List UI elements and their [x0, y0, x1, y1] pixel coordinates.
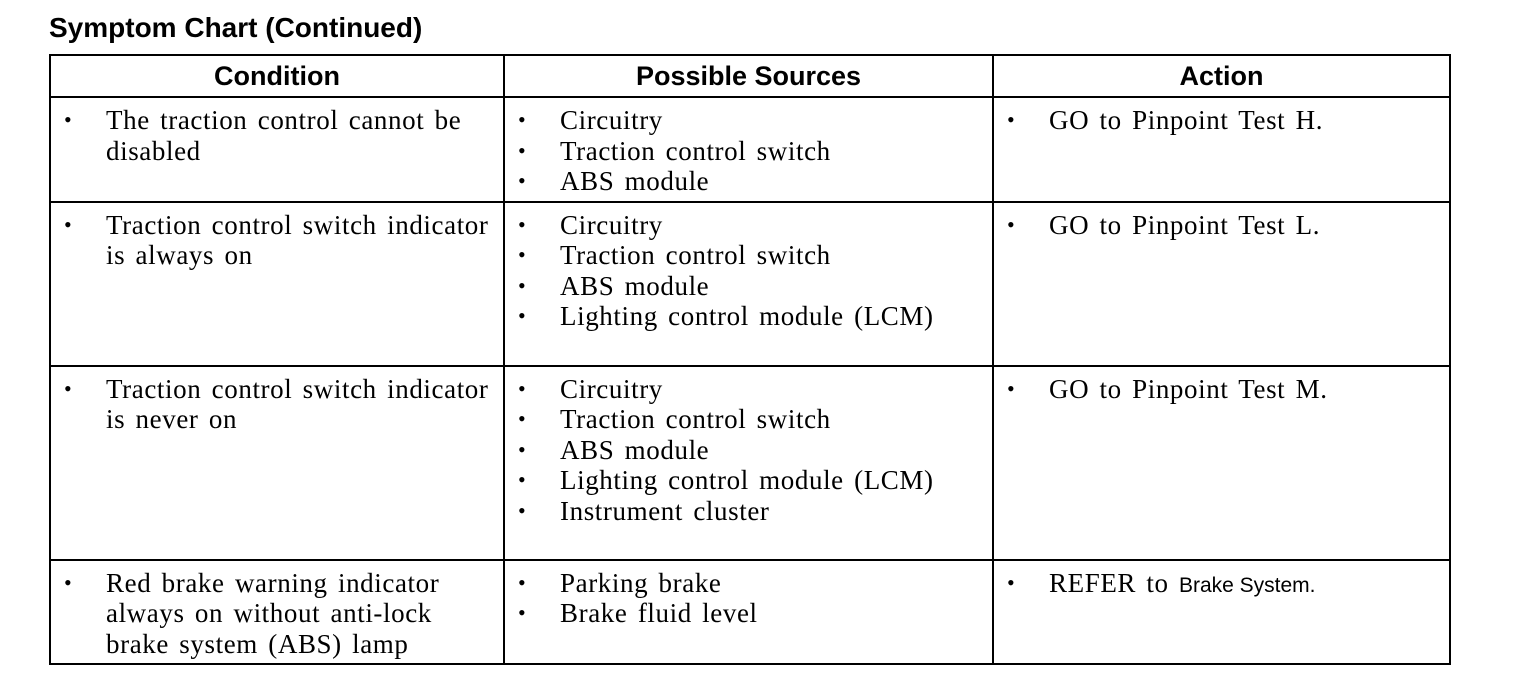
condition-cell: [50, 202, 504, 366]
source-item: [505, 465, 986, 496]
bullet-icon: •: [64, 375, 72, 401]
source-text: ABS module: [560, 270, 710, 301]
source-text: Lighting control module (LCM): [560, 301, 934, 331]
bullet-icon: •: [518, 168, 526, 193]
source-item: [505, 435, 986, 466]
source-text: Instrument cluster: [560, 495, 770, 526]
action-text: GO to Pinpoint Test H.: [1049, 105, 1324, 135]
source-text: Circuitry: [560, 373, 663, 404]
bullet-icon: •: [518, 137, 526, 163]
sources-cell: [504, 97, 993, 202]
action-cell: [993, 97, 1450, 202]
header-action: Action: [993, 55, 1450, 97]
condition-item: [51, 105, 497, 166]
bullet-icon: •: [518, 406, 526, 431]
source-item: [505, 374, 986, 405]
bullet-icon: •: [518, 242, 526, 267]
action-prefix: REFER to: [1049, 567, 1169, 598]
header-row: [50, 55, 1450, 97]
action-text: GO to Pinpoint Test M.: [1049, 373, 1328, 404]
symptom-table: [49, 54, 1451, 665]
table-row: [50, 366, 1450, 560]
source-text: Traction control switch: [560, 240, 831, 270]
condition-item: [51, 568, 497, 660]
source-item: [505, 136, 986, 167]
action-cell: [993, 202, 1450, 366]
source-text: ABS module: [560, 166, 710, 196]
bullet-icon: •: [518, 303, 526, 328]
bullet-icon: •: [518, 272, 526, 298]
condition-item: [51, 374, 497, 435]
condition-text: Red brake warning indicator always on without anti-lock brake system (ABS) lamp: [106, 567, 440, 659]
bullet-icon: •: [518, 600, 526, 625]
action-item: [994, 568, 1443, 602]
condition-text: The traction control cannot be disabled: [106, 105, 462, 166]
action-item: [994, 374, 1443, 405]
action-cell: [993, 366, 1450, 560]
bullet-icon: •: [518, 375, 526, 401]
bullet-icon: •: [1007, 107, 1015, 132]
sources-cell: [504, 366, 993, 560]
condition-text: Traction control switch indicator is always on: [106, 209, 489, 270]
table-row: [50, 202, 1450, 366]
bullet-icon: •: [518, 211, 526, 237]
source-text: ABS module: [560, 434, 710, 465]
brake-system-reference: Brake System.: [1178, 573, 1316, 597]
source-item: [505, 105, 986, 136]
bullet-icon: •: [64, 107, 72, 132]
bullet-icon: •: [518, 569, 526, 595]
bullet-icon: •: [1007, 375, 1015, 401]
source-item: [505, 210, 986, 241]
source-item: [505, 496, 986, 527]
condition-cell: [50, 560, 504, 665]
source-text: Brake fluid level: [560, 598, 758, 628]
source-text: Traction control switch: [560, 404, 831, 434]
header-possible-sources: Possible Sources: [504, 55, 993, 97]
source-text: Circuitry: [560, 209, 663, 240]
source-item: [505, 301, 986, 332]
source-item: [505, 240, 986, 271]
sources-cell: [504, 560, 993, 665]
action-item: [994, 105, 1443, 136]
action-cell: [993, 560, 1450, 665]
source-item: [505, 166, 986, 197]
action-text: GO to Pinpoint Test L.: [1049, 209, 1321, 240]
source-text: Parking brake: [560, 567, 722, 598]
source-text: Circuitry: [560, 105, 663, 135]
bullet-icon: •: [64, 569, 72, 595]
bullet-icon: •: [1007, 569, 1015, 595]
source-item: [505, 598, 986, 629]
bullet-icon: •: [518, 467, 526, 492]
condition-cell: [50, 97, 504, 202]
source-text: Traction control switch: [560, 135, 831, 166]
table-row: [50, 97, 1450, 202]
source-item: [505, 568, 986, 599]
condition-text: Traction control switch indicator is never on: [106, 373, 489, 434]
bullet-icon: •: [518, 107, 526, 132]
condition-cell: [50, 366, 504, 560]
source-item: [505, 271, 986, 302]
action-item: [994, 210, 1443, 241]
condition-item: [51, 210, 497, 271]
bullet-icon: •: [1007, 211, 1015, 237]
sources-cell: [504, 202, 993, 366]
chart-title: Symptom Chart (Continued): [49, 12, 423, 43]
bullet-icon: •: [64, 211, 72, 237]
table-row: [50, 560, 1450, 665]
source-text: Lighting control module (LCM): [560, 465, 934, 495]
bullet-icon: •: [518, 436, 526, 462]
source-item: [505, 404, 986, 435]
bullet-icon: •: [518, 497, 526, 523]
header-condition: Condition: [50, 55, 504, 97]
